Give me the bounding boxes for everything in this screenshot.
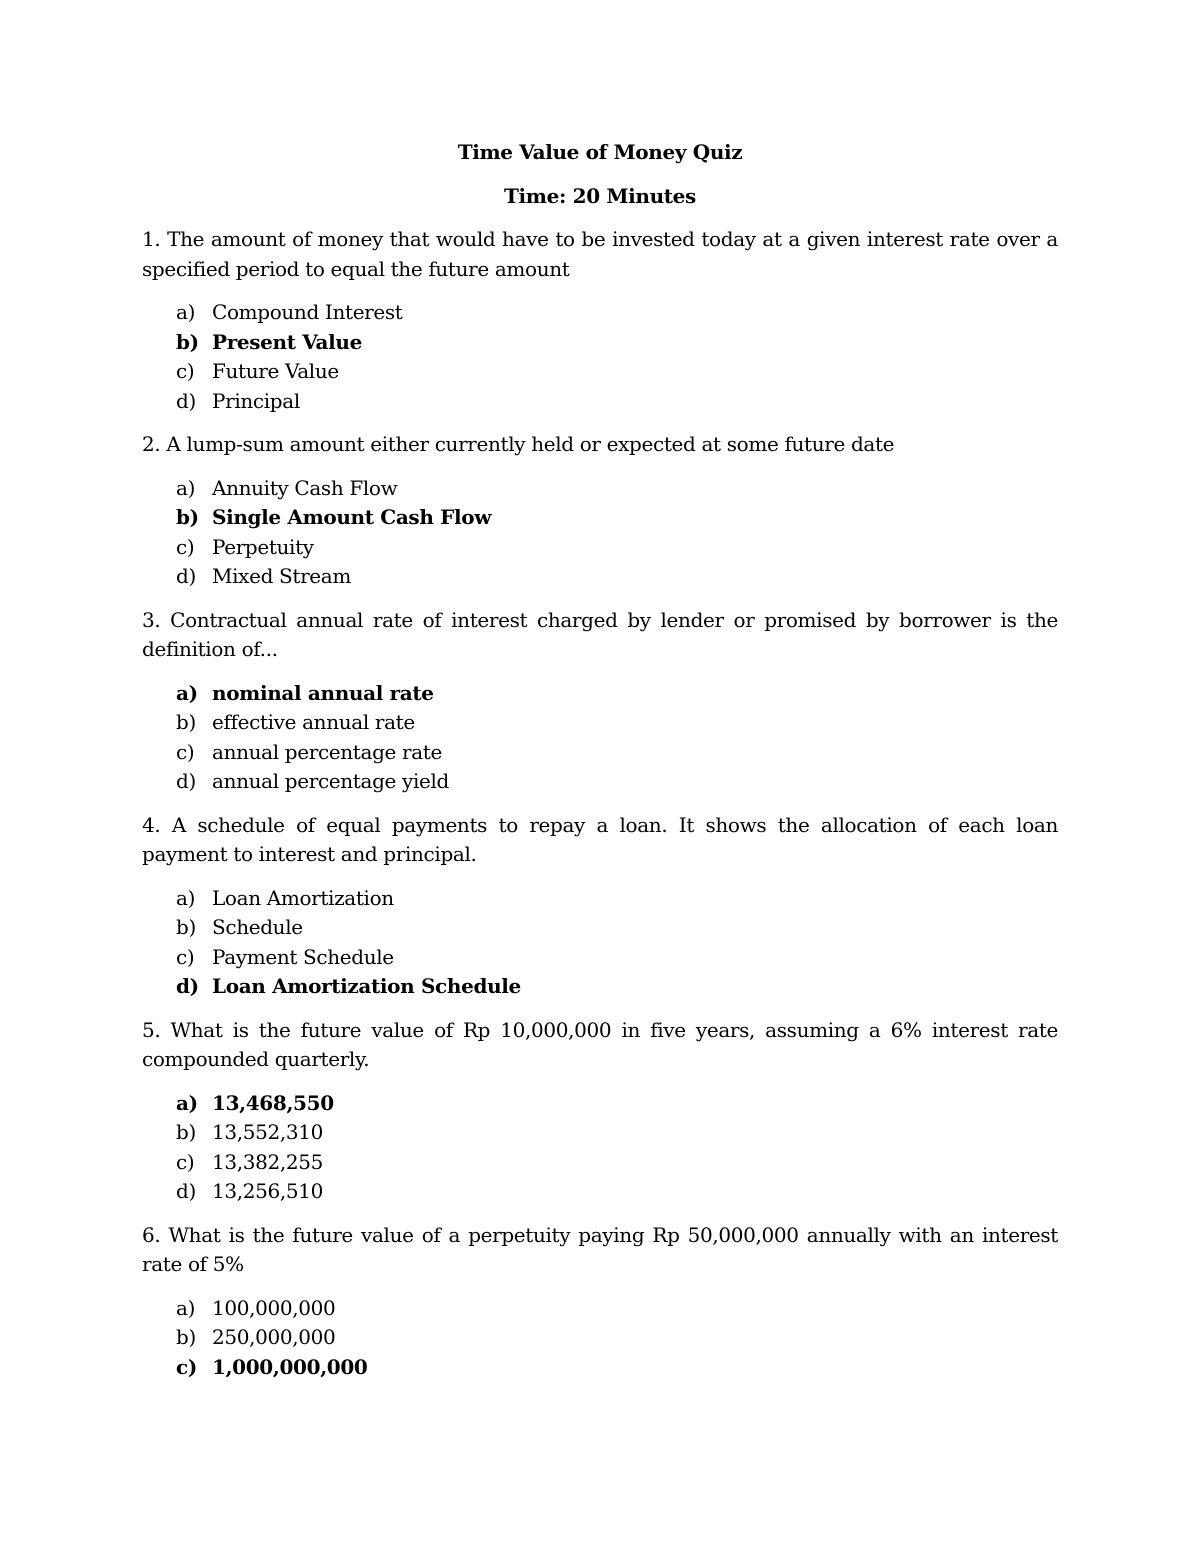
option-text: Mixed Stream <box>212 564 351 588</box>
answer-option <box>142 1177 1058 1207</box>
option-text: 13,256,510 <box>212 1179 324 1203</box>
option-letter: b) <box>176 915 196 939</box>
option-text: annual percentage yield <box>212 769 449 793</box>
option-text: Annuity Cash Flow <box>212 475 398 500</box>
option-text: Schedule <box>212 915 303 939</box>
option-text: Payment Schedule <box>212 944 394 969</box>
option-letter: a) <box>176 885 196 910</box>
answer-option <box>142 913 1058 943</box>
answer-option <box>142 884 1058 914</box>
option-letter: b) <box>176 1120 196 1144</box>
option-letter: a) <box>176 680 198 705</box>
option-text: annual percentage rate <box>212 739 442 764</box>
answer-option-correct <box>142 503 1058 533</box>
option-text: 1,000,000,000 <box>212 1354 368 1379</box>
option-letter: d) <box>176 769 196 793</box>
answer-option <box>142 533 1058 563</box>
question-list <box>142 225 1058 1382</box>
question-text: 3. Contractual annual rate of interest charged by lender or promised by borrower is the definition of... <box>142 607 1058 661</box>
option-letter: d) <box>176 564 196 588</box>
answer-option <box>142 1118 1058 1148</box>
answer-option <box>142 767 1058 797</box>
answer-options <box>142 884 1058 1002</box>
answer-option-correct <box>142 679 1058 709</box>
answer-option-correct <box>142 328 1058 358</box>
option-text: Loan Amortization <box>212 885 394 910</box>
option-letter: d) <box>176 974 199 998</box>
answer-option <box>142 1148 1058 1178</box>
question-text: 2. A lump-sum amount either currently held or expected at some future date <box>142 432 895 456</box>
answer-option <box>142 562 1058 592</box>
question-text: 4. A schedule of equal payments to repay a loan. It shows the allocation of each loan payment to interest and principal. <box>142 812 1058 866</box>
option-letter: c) <box>176 739 195 764</box>
option-text: 13,382,255 <box>212 1149 324 1174</box>
option-letter: c) <box>176 1354 197 1379</box>
quiz-title: Time Value of Money Quiz <box>457 140 743 164</box>
option-letter: c) <box>176 944 195 969</box>
option-letter: c) <box>176 534 195 559</box>
answer-option <box>142 474 1058 504</box>
question-text: 5. What is the future value of Rp 10,000,000 in five years, assuming a 6% interest rate compounded quarterly. <box>142 1017 1058 1071</box>
option-letter: d) <box>176 1179 196 1203</box>
answer-option <box>142 1323 1058 1353</box>
question-text: 6. What is the future value of a perpetuity paying Rp 50,000,000 annually with an interest rate of 5% <box>142 1222 1058 1276</box>
question-3 <box>142 606 1058 797</box>
option-letter: a) <box>176 1295 196 1320</box>
option-text: Single Amount Cash Flow <box>212 505 492 529</box>
answer-option-correct <box>142 1353 1058 1383</box>
option-letter: d) <box>176 388 196 413</box>
answer-options <box>142 1294 1058 1383</box>
question-1 <box>142 225 1058 416</box>
option-letter: a) <box>176 300 196 324</box>
answer-option <box>142 298 1058 328</box>
option-letter: a) <box>176 1090 198 1115</box>
answer-option <box>142 1294 1058 1324</box>
option-text: Perpetuity <box>212 534 314 559</box>
answer-option <box>142 357 1058 387</box>
answer-options <box>142 1089 1058 1207</box>
option-letter: a) <box>176 475 196 500</box>
answer-options <box>142 298 1058 416</box>
option-letter: b) <box>176 1325 196 1349</box>
quiz-time-limit: Time: 20 Minutes <box>504 183 696 208</box>
answer-option <box>142 943 1058 973</box>
option-text: Present Value <box>212 329 362 354</box>
option-text: Loan Amortization Schedule <box>212 974 521 998</box>
answer-option <box>142 387 1058 417</box>
question-text: 1. The amount of money that would have to be invested today at a given interest rate over a specified period to equal the future amount <box>142 227 1058 281</box>
option-text: Future Value <box>212 359 339 383</box>
answer-option <box>142 738 1058 768</box>
document-page <box>142 138 1058 1396</box>
option-text: nominal annual rate <box>212 680 434 705</box>
answer-options <box>142 474 1058 592</box>
option-text: 13,552,310 <box>212 1120 324 1144</box>
option-letter: b) <box>176 505 199 529</box>
option-text: Compound Interest <box>212 300 403 324</box>
question-5 <box>142 1016 1058 1207</box>
question-4 <box>142 811 1058 1002</box>
option-text: 250,000,000 <box>212 1325 336 1349</box>
option-text: Principal <box>212 388 300 413</box>
answer-option-correct <box>142 1089 1058 1119</box>
option-text: 100,000,000 <box>212 1295 336 1320</box>
option-text: 13,468,550 <box>212 1090 334 1115</box>
option-text: effective annual rate <box>212 710 415 734</box>
answer-option <box>142 708 1058 738</box>
question-6 <box>142 1221 1058 1383</box>
question-2 <box>142 430 1058 592</box>
option-letter: b) <box>176 329 199 354</box>
answer-options <box>142 679 1058 797</box>
option-letter: b) <box>176 710 196 734</box>
option-letter: c) <box>176 1149 195 1174</box>
answer-option-correct <box>142 972 1058 1002</box>
option-letter: c) <box>176 359 195 383</box>
